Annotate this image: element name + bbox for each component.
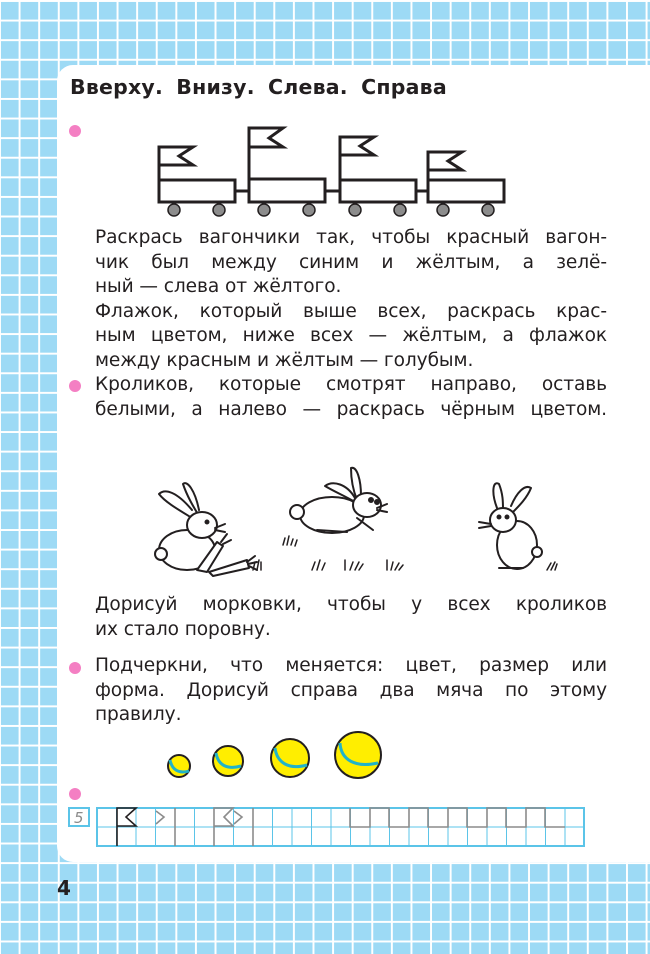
exercise-bullet-1 xyxy=(69,125,81,137)
exercise1-text: Раскрась вагончики так, чтобы красный вагон- чик был между синим и жёлтым, а зелё- ный — слева от жёлтого. Флажок, который выше всех, раскрась крас- ным цветом, ниже всех — жёлтым, а флажок между красным и жёлтым — голубым. xyxy=(95,227,607,371)
balls-figure xyxy=(165,730,395,786)
exercise-bullet-4 xyxy=(69,788,81,800)
page-number: 4 xyxy=(57,876,71,900)
wagon-1 xyxy=(159,180,235,202)
rabbit-2 xyxy=(290,468,387,533)
exercise2-text: Кроликов, которые смотрят направо, оставь белыми, а налево — раскрась чёрным цветом. xyxy=(95,374,607,420)
exercise-bullet-2 xyxy=(69,380,81,392)
exercise-number: 5 xyxy=(74,809,84,827)
exercise2-followup-text: Дорисуй морковки, чтобы у всех кроликов их стало поровну. xyxy=(95,594,607,640)
worksheet-card xyxy=(57,65,650,862)
wagon-3 xyxy=(340,180,416,202)
copybook-pattern xyxy=(68,807,588,852)
flag-3 xyxy=(340,137,374,155)
exercise-bullet-3 xyxy=(69,662,81,674)
ball-1 xyxy=(168,755,190,777)
exercise3-text: Подчеркни, что меняется: цвет, размер или форма. Дорисуй справа два мяча по этому правилу. xyxy=(95,655,607,725)
flag-1 xyxy=(159,147,193,165)
rabbit-1 xyxy=(155,483,257,576)
ball-3 xyxy=(271,739,309,777)
rabbit-3 xyxy=(479,483,542,569)
carrot xyxy=(209,560,249,576)
flag-2 xyxy=(249,128,283,147)
pattern-meander xyxy=(350,808,565,827)
wagon-4 xyxy=(428,180,504,202)
rabbits-figure xyxy=(147,450,567,580)
ball-2 xyxy=(213,746,243,776)
ball-4 xyxy=(335,732,381,778)
wagon-2 xyxy=(249,179,325,202)
pattern-arrow-2 xyxy=(234,811,242,824)
train-figure xyxy=(157,125,517,217)
page-title: Вверху. Внизу. Слева. Справа xyxy=(70,75,447,99)
pattern-arrow-1 xyxy=(156,811,164,824)
flag-4 xyxy=(428,152,462,170)
